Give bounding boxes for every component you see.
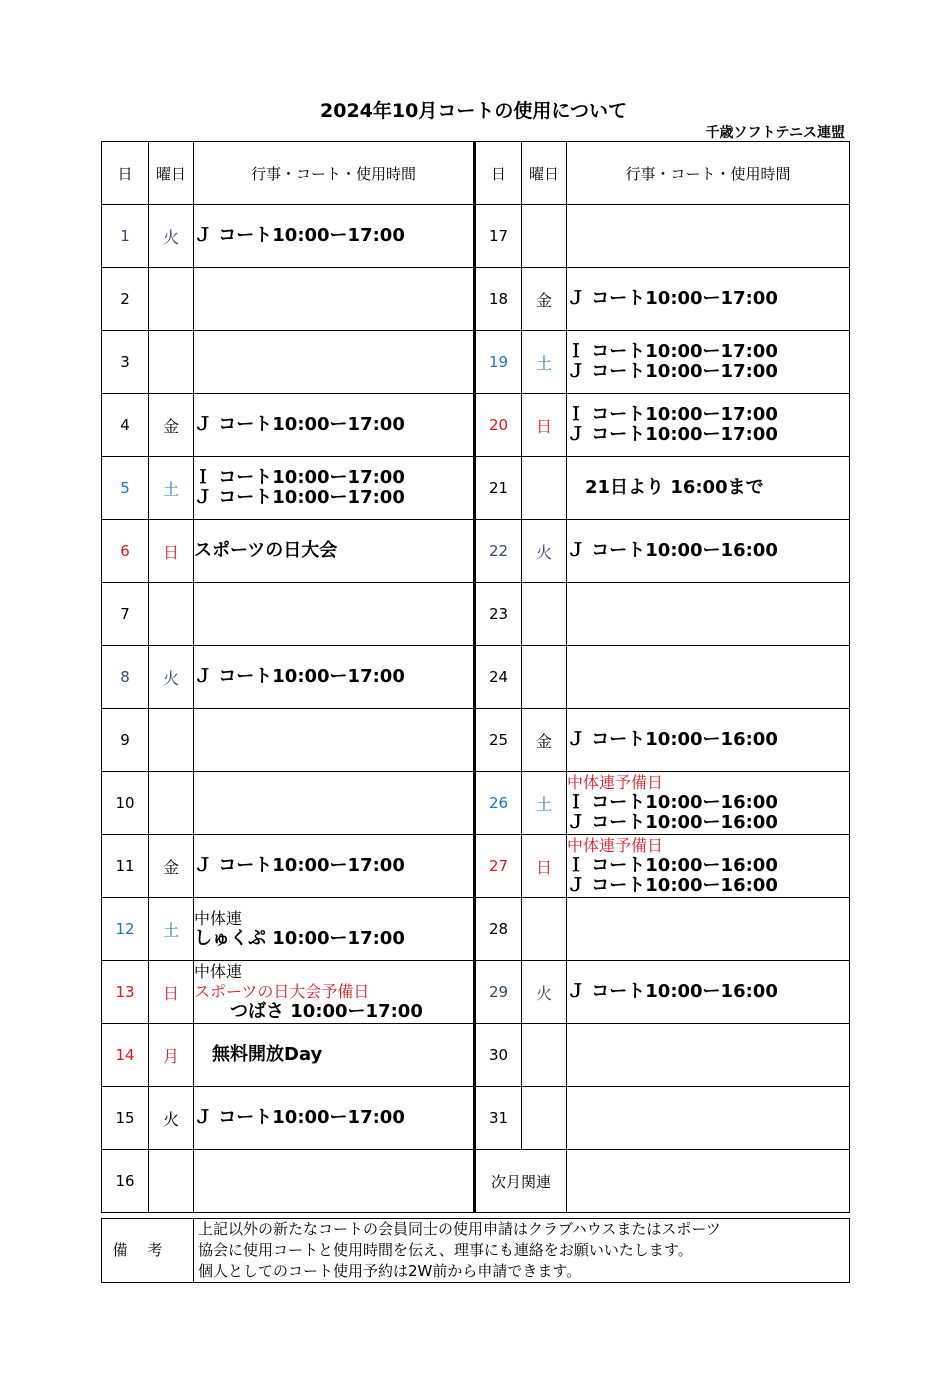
weekday bbox=[522, 583, 567, 646]
remarks-line: 協会に使用コートと使用時間を伝え、理事にも連絡をお願いいたします。 bbox=[198, 1241, 693, 1259]
event-cell bbox=[567, 520, 850, 583]
weekday: 火 bbox=[149, 205, 194, 268]
event-line: Ｊ コート10:00ー17:00 bbox=[194, 666, 405, 687]
event-line: Ｉ コート10:00ー17:00 bbox=[567, 341, 778, 362]
event-cell bbox=[194, 457, 475, 520]
event-cell bbox=[194, 520, 475, 583]
weekday bbox=[149, 583, 194, 646]
event-cell bbox=[194, 835, 475, 898]
weekday: 火 bbox=[149, 1087, 194, 1150]
weekday bbox=[149, 331, 194, 394]
event-line: Ｊ コート10:00ー17:00 bbox=[194, 225, 405, 246]
event-cell bbox=[194, 1087, 475, 1150]
weekday bbox=[522, 205, 567, 268]
weekday: 日 bbox=[522, 394, 567, 457]
event-line: 中体連予備日 bbox=[567, 773, 664, 792]
day-number: 16 bbox=[102, 1150, 149, 1213]
event-cell bbox=[194, 268, 475, 331]
remarks-line: 個人としてのコート使用予約は2W前から申請できます。 bbox=[198, 1262, 582, 1280]
event-line: Ｊ コート10:00ー17:00 bbox=[567, 361, 778, 382]
event-line: スポーツの日大会 bbox=[194, 540, 338, 561]
weekday: 土 bbox=[149, 457, 194, 520]
event-line: Ｉ コート10:00ー16:00 bbox=[567, 855, 778, 876]
weekday bbox=[149, 268, 194, 331]
weekday: 火 bbox=[522, 520, 567, 583]
event-cell bbox=[194, 205, 475, 268]
weekday: 日 bbox=[149, 520, 194, 583]
weekday bbox=[522, 646, 567, 709]
weekday: 金 bbox=[149, 394, 194, 457]
day-number: 22 bbox=[475, 520, 522, 583]
schedule-row bbox=[102, 394, 850, 457]
event-cell bbox=[194, 1150, 475, 1213]
event-cell bbox=[567, 709, 850, 772]
header-weekday-right: 曜日 bbox=[522, 142, 567, 205]
day-number: 1 bbox=[102, 205, 149, 268]
schedule-row bbox=[102, 646, 850, 709]
event-cell bbox=[567, 583, 850, 646]
weekday bbox=[522, 457, 567, 520]
page-title: 2024年10月コートの使用について bbox=[320, 100, 627, 122]
day-number: 17 bbox=[475, 205, 522, 268]
header-day-right: 日 bbox=[475, 142, 522, 205]
day-number: 24 bbox=[475, 646, 522, 709]
schedule-row bbox=[102, 268, 850, 331]
schedule-row bbox=[102, 331, 850, 394]
event-cell bbox=[194, 961, 475, 1024]
event-line: Ｊ コート10:00ー17:00 bbox=[194, 487, 405, 508]
weekday bbox=[522, 898, 567, 961]
day-number: 2 bbox=[102, 268, 149, 331]
next-month-label: 次月関連 bbox=[475, 1150, 567, 1213]
event-cell bbox=[567, 835, 850, 898]
day-number: 5 bbox=[102, 457, 149, 520]
remarks-text bbox=[194, 1219, 850, 1283]
event-cell bbox=[567, 1087, 850, 1150]
weekday: 日 bbox=[522, 835, 567, 898]
event-cell bbox=[194, 646, 475, 709]
header-events-right: 行事・コート・使用時間 bbox=[567, 142, 850, 205]
day-number: 21 bbox=[475, 457, 522, 520]
remarks-label: 備考 bbox=[102, 1219, 194, 1283]
event-cell bbox=[567, 268, 850, 331]
event-line: Ｉ コート10:00ー16:00 bbox=[567, 792, 778, 813]
day-number: 14 bbox=[102, 1024, 149, 1087]
day-number: 28 bbox=[475, 898, 522, 961]
event-cell bbox=[194, 394, 475, 457]
day-number: 8 bbox=[102, 646, 149, 709]
day-number: 6 bbox=[102, 520, 149, 583]
day-number: 13 bbox=[102, 961, 149, 1024]
event-cell bbox=[194, 331, 475, 394]
event-cell bbox=[567, 772, 850, 835]
schedule-row bbox=[102, 709, 850, 772]
event-line: Ｊ コート10:00ー17:00 bbox=[567, 424, 778, 445]
event-line: Ｊ コート10:00ー17:00 bbox=[194, 855, 405, 876]
day-number: 4 bbox=[102, 394, 149, 457]
event-cell bbox=[194, 898, 475, 961]
weekday: 土 bbox=[522, 331, 567, 394]
event-cell bbox=[194, 583, 475, 646]
header-day: 日 bbox=[102, 142, 149, 205]
event-cell bbox=[567, 1024, 850, 1087]
event-line: Ｊ コート10:00ー16:00 bbox=[567, 981, 778, 1002]
schedule-row bbox=[102, 1087, 850, 1150]
weekday: 火 bbox=[149, 646, 194, 709]
schedule-row bbox=[102, 772, 850, 835]
remarks-table bbox=[101, 1218, 850, 1283]
weekday: 日 bbox=[149, 961, 194, 1024]
schedule-row bbox=[102, 1024, 850, 1087]
event-line: Ｉ コート10:00ー17:00 bbox=[567, 404, 778, 425]
event-cell bbox=[567, 457, 850, 520]
day-number: 10 bbox=[102, 772, 149, 835]
weekday: 金 bbox=[149, 835, 194, 898]
weekday: 土 bbox=[522, 772, 567, 835]
organization-name: 千歳ソフトテニス連盟 bbox=[705, 125, 845, 141]
day-number: 3 bbox=[102, 331, 149, 394]
day-number: 29 bbox=[475, 961, 522, 1024]
event-cell bbox=[567, 1150, 850, 1213]
weekday bbox=[149, 709, 194, 772]
event-cell bbox=[567, 394, 850, 457]
schedule-row bbox=[102, 961, 850, 1024]
weekday bbox=[149, 772, 194, 835]
schedule-row bbox=[102, 205, 850, 268]
weekday bbox=[522, 1087, 567, 1150]
day-number: 9 bbox=[102, 709, 149, 772]
event-line: 中体連予備日 bbox=[567, 836, 664, 855]
weekday: 月 bbox=[149, 1024, 194, 1087]
event-line: Ｊ コート10:00ー17:00 bbox=[567, 288, 778, 309]
event-cell bbox=[194, 709, 475, 772]
event-line: スポーツの日大会予備日 bbox=[194, 982, 370, 1001]
schedule-table bbox=[101, 141, 850, 1213]
event-line: Ｊ コート10:00ー16:00 bbox=[567, 540, 778, 561]
day-number: 18 bbox=[475, 268, 522, 331]
event-cell bbox=[567, 961, 850, 1024]
day-number: 20 bbox=[475, 394, 522, 457]
schedule-row bbox=[102, 835, 850, 898]
event-cell bbox=[567, 646, 850, 709]
event-line: 21日より 16:00まで bbox=[567, 477, 764, 498]
schedule-row bbox=[102, 1150, 850, 1213]
schedule-row bbox=[102, 520, 850, 583]
remarks-line: 上記以外の新たなコートの会員同士の使用申請はクラブハウスまたはスポーツ bbox=[198, 1220, 721, 1238]
day-number: 27 bbox=[475, 835, 522, 898]
event-line: 中体連 bbox=[194, 909, 243, 928]
day-number: 7 bbox=[102, 583, 149, 646]
day-number: 23 bbox=[475, 583, 522, 646]
event-line: Ｊ コート10:00ー17:00 bbox=[194, 414, 405, 435]
event-line: 無料開放Day bbox=[194, 1044, 323, 1065]
event-line: 中体連 bbox=[194, 962, 243, 981]
day-number: 15 bbox=[102, 1087, 149, 1150]
header-weekday: 曜日 bbox=[149, 142, 194, 205]
weekday: 金 bbox=[522, 709, 567, 772]
schedule-row bbox=[102, 583, 850, 646]
event-line: Ｊ コート10:00ー17:00 bbox=[194, 1107, 405, 1128]
header-row bbox=[102, 142, 850, 205]
schedule-row bbox=[102, 898, 850, 961]
header-events: 行事・コート・使用時間 bbox=[194, 142, 475, 205]
weekday bbox=[522, 1024, 567, 1087]
event-cell bbox=[567, 898, 850, 961]
event-line: しゅくぷ 10:00ー17:00 bbox=[194, 928, 405, 949]
day-number: 26 bbox=[475, 772, 522, 835]
weekday: 火 bbox=[522, 961, 567, 1024]
weekday: 土 bbox=[149, 898, 194, 961]
day-number: 31 bbox=[475, 1087, 522, 1150]
day-number: 12 bbox=[102, 898, 149, 961]
event-line: Ｊ コート10:00ー16:00 bbox=[567, 875, 778, 896]
event-cell bbox=[567, 331, 850, 394]
day-number: 11 bbox=[102, 835, 149, 898]
event-line: つばさ 10:00ー17:00 bbox=[194, 1001, 423, 1022]
schedule-row bbox=[102, 457, 850, 520]
day-number: 19 bbox=[475, 331, 522, 394]
day-number: 25 bbox=[475, 709, 522, 772]
event-line: Ｉ コート10:00ー17:00 bbox=[194, 467, 405, 488]
event-cell bbox=[194, 1024, 475, 1087]
weekday: 金 bbox=[522, 268, 567, 331]
weekday bbox=[149, 1150, 194, 1213]
event-line: Ｊ コート10:00ー16:00 bbox=[567, 812, 778, 833]
event-line: Ｊ コート10:00ー16:00 bbox=[567, 729, 778, 750]
event-cell bbox=[567, 205, 850, 268]
day-number: 30 bbox=[475, 1024, 522, 1087]
event-cell bbox=[194, 772, 475, 835]
